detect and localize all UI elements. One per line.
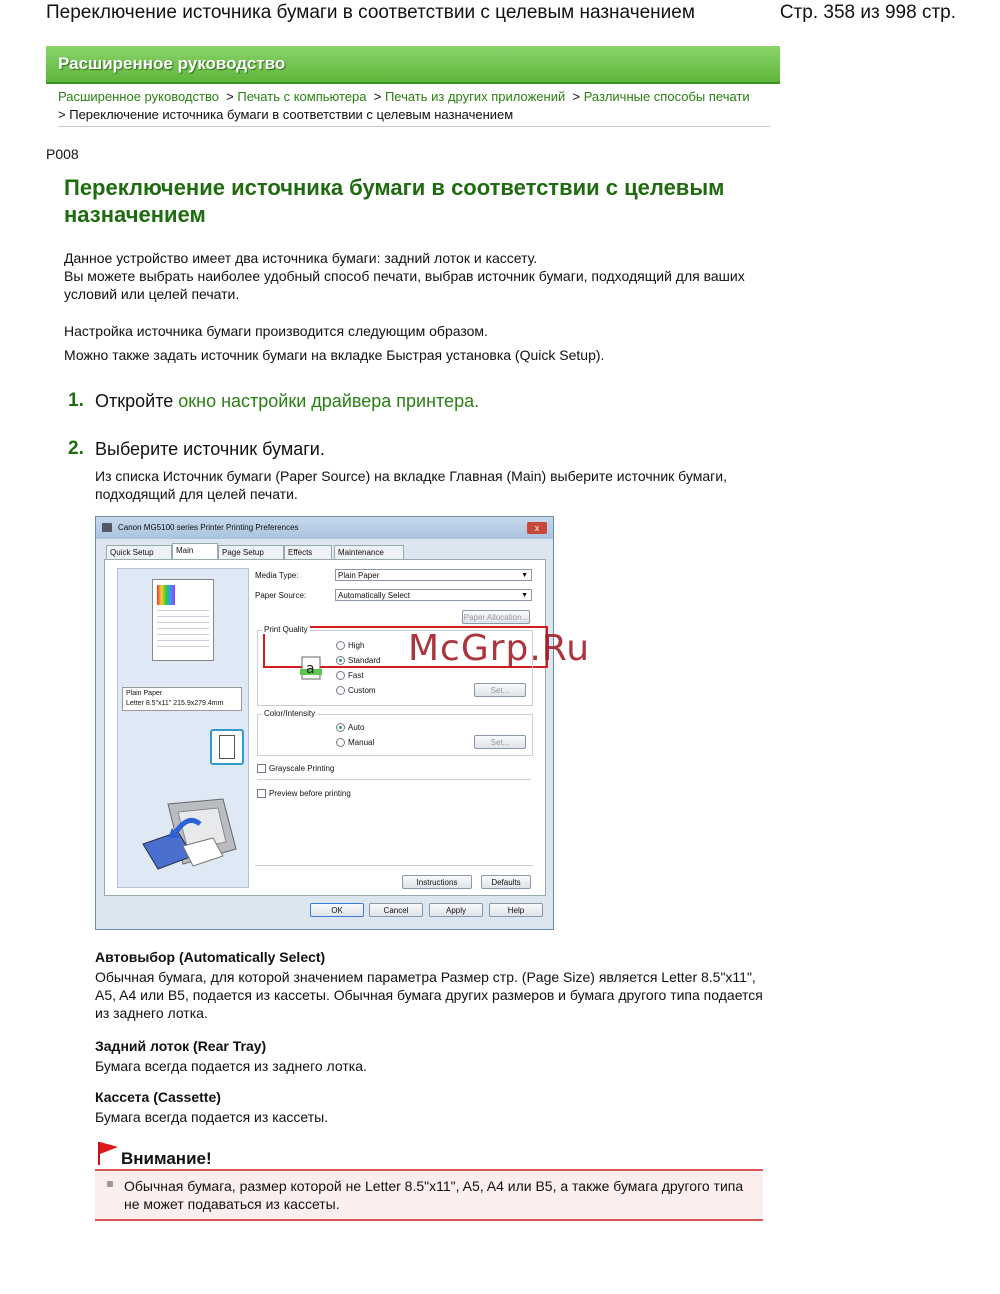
chevron-down-icon: ▼ — [521, 572, 528, 579]
tab-main[interactable]: Main — [172, 543, 218, 560]
paper-allocation-button[interactable]: Paper Allocation... — [462, 610, 530, 624]
option-heading-auto: Автовыбор (Automatically Select) — [95, 949, 326, 965]
main-tab-panel — [104, 559, 546, 896]
option-body-auto: Обычная бумага, для которой значением параметра Размер стр. (Page Size) является Letter 8.5"x11", A5, A4 или B5, подается из кассеты. Обычная бумага других размеров и бумага другого типа подается из заднего лотка. — [95, 969, 763, 1021]
breadcrumb-link-pc-print[interactable]: Печать с компьютера — [237, 89, 367, 104]
paper-source-value: Automatically Select — [338, 591, 411, 600]
quality-set-button[interactable]: Set... — [474, 683, 526, 697]
breadcrumb-link-guide[interactable]: Расширенное руководство — [58, 89, 219, 104]
header-title: Переключение источника бумаги в соответствии с целевым назначением — [46, 2, 695, 23]
step-2-number: 2. — [68, 438, 84, 459]
caution-title: Внимание! — [121, 1149, 212, 1168]
option-heading-cassette: Кассета (Cassette) — [95, 1089, 221, 1105]
media-type-label: Media Type: — [255, 571, 299, 580]
step-1-text — [95, 391, 479, 412]
ok-button[interactable]: OK — [310, 903, 364, 917]
caution-flag-icon — [97, 1141, 119, 1165]
quality-custom-radio[interactable] — [336, 686, 345, 695]
close-button[interactable]: x — [527, 522, 547, 534]
step-1-number: 1. — [68, 390, 84, 411]
driver-settings-link[interactable]: окно настройки драйвера принтера. — [178, 391, 480, 411]
bullet-icon — [107, 1181, 113, 1187]
paper-info-box — [122, 687, 242, 711]
print-quality-label: Print Quality — [264, 625, 308, 634]
option-heading-rear-tray: Задний лоток (Rear Tray) — [95, 1038, 267, 1054]
page-title: Переключение источника бумаги в соответствии с целевым назначением — [64, 175, 725, 227]
breadcrumb-current: Переключение источника бумаги в соответствии с целевым назначением — [69, 107, 514, 122]
intro-line-4: Можно также задать источник бумаги на вкладке Быстрая установка (Quick Setup). — [64, 347, 605, 363]
tab-page-setup[interactable]: Page Setup — [218, 545, 284, 560]
printer-illustration-icon — [138, 794, 238, 874]
media-type-value: Plain Paper — [338, 571, 380, 580]
paper-source-label: Paper Source: — [255, 591, 307, 600]
tray-indicator-icon — [210, 729, 244, 765]
color-intensity-label: Color/Intensity — [264, 709, 316, 718]
quality-high-radio[interactable] — [336, 641, 345, 650]
divider — [257, 779, 531, 780]
breadcrumb-link-methods[interactable]: Различные способы печати — [583, 89, 750, 104]
quality-fast-label: Fast — [348, 671, 364, 680]
dialog-titlebar — [96, 517, 553, 539]
preview-before-label: Preview before printing — [269, 789, 351, 798]
step-2-description: Из списка Источник бумаги (Paper Source) на вкладке Главная (Main) выберите источник бумаги, подходящий для целей печати. — [95, 468, 727, 502]
color-set-button[interactable]: Set... — [474, 735, 526, 749]
intro-line-3: Настройка источника бумаги производится следующим образом. — [64, 323, 488, 339]
instructions-button[interactable]: Instructions — [402, 875, 472, 889]
svg-text:a: a — [306, 661, 315, 677]
paper-source-select[interactable] — [335, 589, 532, 601]
breadcrumb-link-other-apps[interactable]: Печать из других приложений — [384, 89, 566, 104]
quality-standard-label: Standard — [348, 656, 381, 665]
intro-paragraph — [64, 249, 764, 303]
section-banner — [46, 46, 780, 84]
paper-size-text: Letter 8.5"x11" 215.9x279.4mm — [126, 700, 224, 707]
color-sample-icon — [157, 585, 175, 605]
color-intensity-group — [257, 709, 533, 756]
color-auto-radio[interactable] — [336, 723, 345, 732]
defaults-button[interactable]: Defaults — [481, 875, 531, 889]
media-type-select[interactable] — [335, 569, 532, 581]
breadcrumb: Расширенное руководство > Печать с компьютера > Печать из других приложений > Различные способы печати > Переключение источника бумаги в соответствии с целевым назначением — [58, 89, 750, 122]
option-body-cassette: Бумага всегда подается из кассеты. — [95, 1109, 329, 1125]
step-2-text: Выберите источник бумаги. — [95, 439, 325, 459]
divider — [58, 126, 770, 127]
quality-standard-radio[interactable] — [336, 656, 345, 665]
option-body-rear-tray: Бумага всегда подается из заднего лотка. — [95, 1058, 367, 1074]
quality-fast-radio[interactable] — [336, 671, 345, 680]
quality-custom-label: Custom — [348, 686, 376, 695]
grayscale-checkbox[interactable] — [257, 764, 266, 773]
tab-quick-setup[interactable]: Quick Setup — [106, 545, 172, 560]
color-auto-label: Auto — [348, 723, 365, 732]
paper-preview — [152, 579, 214, 661]
step-1-label: Откройте — [95, 391, 179, 411]
intro-line-2: Вы можете выбрать наиболее удобный способ печати, выбрав источник бумаги, подходящий для ваших условий или целей печати. — [64, 268, 745, 302]
doc-code: P008 — [46, 146, 79, 162]
paper-type-text: Plain Paper — [126, 690, 163, 697]
intro-line-1: Данное устройство имеет два источника бумаги: задний лоток и кассету. — [64, 250, 538, 266]
help-button[interactable]: Help — [489, 903, 543, 917]
quality-sample-icon — [300, 655, 322, 681]
color-manual-label: Manual — [348, 738, 375, 747]
printer-icon — [102, 523, 112, 532]
color-manual-radio[interactable] — [336, 738, 345, 747]
page-header — [46, 2, 956, 28]
divider — [255, 865, 533, 866]
apply-button[interactable]: Apply — [429, 903, 483, 917]
dialog-title: Canon MG5100 series Printer Printing Preferences — [118, 523, 299, 532]
cancel-button[interactable]: Cancel — [369, 903, 423, 917]
preview-pane — [117, 568, 249, 888]
caution-box — [95, 1169, 763, 1221]
grayscale-label: Grayscale Printing — [269, 764, 335, 773]
printer-preferences-dialog — [95, 516, 554, 930]
watermark: McGrp.Ru — [408, 628, 591, 669]
page-number: Стр. 358 из 998 стр. — [779, 2, 956, 23]
tab-effects[interactable]: Effects — [284, 545, 332, 560]
quality-high-label: High — [348, 641, 365, 650]
chevron-down-icon: ▼ — [521, 592, 528, 599]
banner-title: Расширенное руководство — [58, 54, 286, 73]
preview-before-checkbox[interactable] — [257, 789, 266, 798]
tab-maintenance[interactable]: Maintenance — [334, 545, 404, 560]
caution-text: Обычная бумага, размер которой не Letter 8.5"x11", A5, A4 или B5, а также бумага другого типа не может подаваться из кассеты. — [124, 1178, 744, 1212]
